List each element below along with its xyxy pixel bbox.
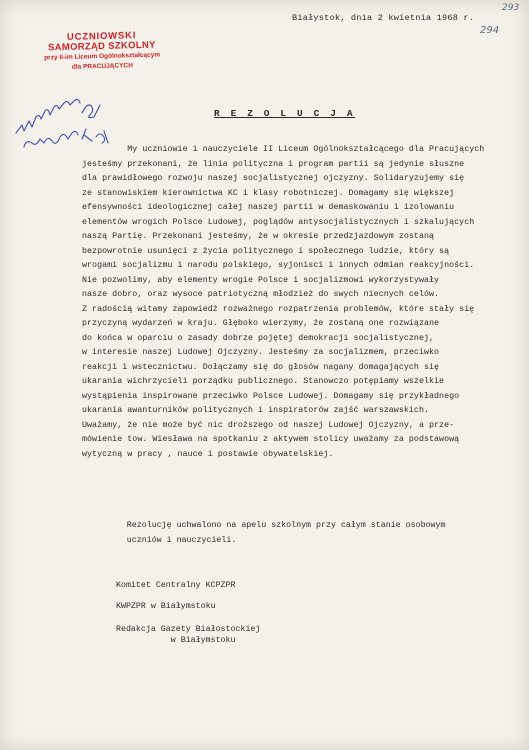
body-line: w interesie naszej Ludowej Ojczyzny. Jesteśmy za socjalizmem, przeciwko: [82, 348, 440, 357]
body-line: ukarania wichrzycieli porządku publicznego. Stanowczo potępiamy wszelkie: [82, 377, 445, 386]
document-title: R E Z O L U C J A: [214, 108, 356, 119]
body-line: jesteśmy przekonani, że linia polityczna i program partii są jedynie słuszne: [82, 159, 465, 169]
body-line: reakcji i wstecznictwu. Dołączamy się do głosów nagany domagających się: [82, 362, 440, 372]
closing-note: [82, 519, 445, 548]
body-line: do końca w oparciu o zasady dobrze pojętej demokracji socjalistycznej,: [82, 333, 435, 343]
body-line: wrogami socjalizmu i narodu polskiego, syjonisci i innych odmian reakcyjności.: [82, 261, 475, 270]
body-line: elementów wrogich Polsce Ludowej, poglądów antysocjalistycznych i szkalujących: [82, 217, 475, 227]
body-line: Z radością witamy zapowiedź rozważnego rozpatrzenia problemów, które stały się: [82, 304, 475, 314]
body-line: przyczyną wydarzeń w kraju. Głęboko wierzymy, że zostaną one rozwiązane: [82, 319, 440, 328]
body-line: Nie pozwolimy, aby elementy wrogie Polsce i socjalizmowi wykorzystywały: [82, 275, 440, 285]
body-line: ukarania awanturników politycznych i inspiratorów zajść warszawskich.: [82, 406, 429, 415]
body-line: bezpowrotnie usunięci z życia politycznego i społecznego ludzie, który są: [82, 246, 450, 256]
signatory-kc: Komitet Centralny KCPZPR: [116, 581, 236, 590]
resolution-body: [82, 143, 522, 462]
date-line: Białystok, dnia 2 kwietnia 1968 r.: [292, 13, 475, 23]
body-line: wystąpienia inspirowane przeciwko Polsce Ludowej. Domagamy się przykładnego: [82, 391, 460, 401]
folio-number-top: 293: [502, 3, 520, 13]
closing-line: uczniów i nauczycieli.: [82, 535, 237, 545]
school-stamp: [28, 30, 177, 74]
stamp-line: UCZNIOWSKI: [66, 30, 137, 43]
body-line: efensywności ideologicznej całej naszej partii w demaskowaniu i izolowaniu: [82, 203, 455, 212]
stamp-line: przy II-im Liceum Ogólnokształcącym: [44, 51, 161, 62]
body-line: ze stanowiskiem kierownictwa KC i klasy robotniczej. Domagamy się większej: [82, 188, 455, 198]
body-line: naszą Partię. Przekonani jesteśmy, że w okresie przedzjazdowym zostaną: [82, 232, 435, 241]
stamp-line: SAMORZĄD SZKOLNY: [47, 39, 156, 54]
body-line: dla prawidłowego rozwoju naszej socjalistycznej ojczyzny. Solidaryzujemy się: [82, 174, 465, 183]
body-line: nasze dobro, oraz wysoce patriotyczną młodzież do swych niecnych celów.: [82, 290, 440, 299]
signatory-kw: KWPZPR w Białymstoku: [116, 602, 216, 611]
closing-line: Rezolucję uchwalono na apelu szkolnym przy całym stanie osobowym: [82, 521, 446, 530]
body-line: wytyczną w pracy , nauce i postawie obywatelskiej.: [82, 449, 334, 459]
folio-number: 294: [480, 25, 500, 36]
stamp-line: dla PRACUJĄCYCH: [71, 62, 133, 71]
body-line: My uczniowie i nauczyciele II Liceum Ogólnokształcącego dla Pracujących: [82, 145, 485, 154]
signatory-gazeta: Redakcja Gazety Białostockiej w Białymstoku: [116, 625, 261, 645]
body-line: Uważamy, że nie może być nic droższego od naszej Ludowej Ojczyzny, a prze-: [82, 420, 455, 430]
body-line: mówienie tow. Wiesława na spotkaniu z aktywem stolicy uważamy za podstawową: [82, 435, 460, 444]
